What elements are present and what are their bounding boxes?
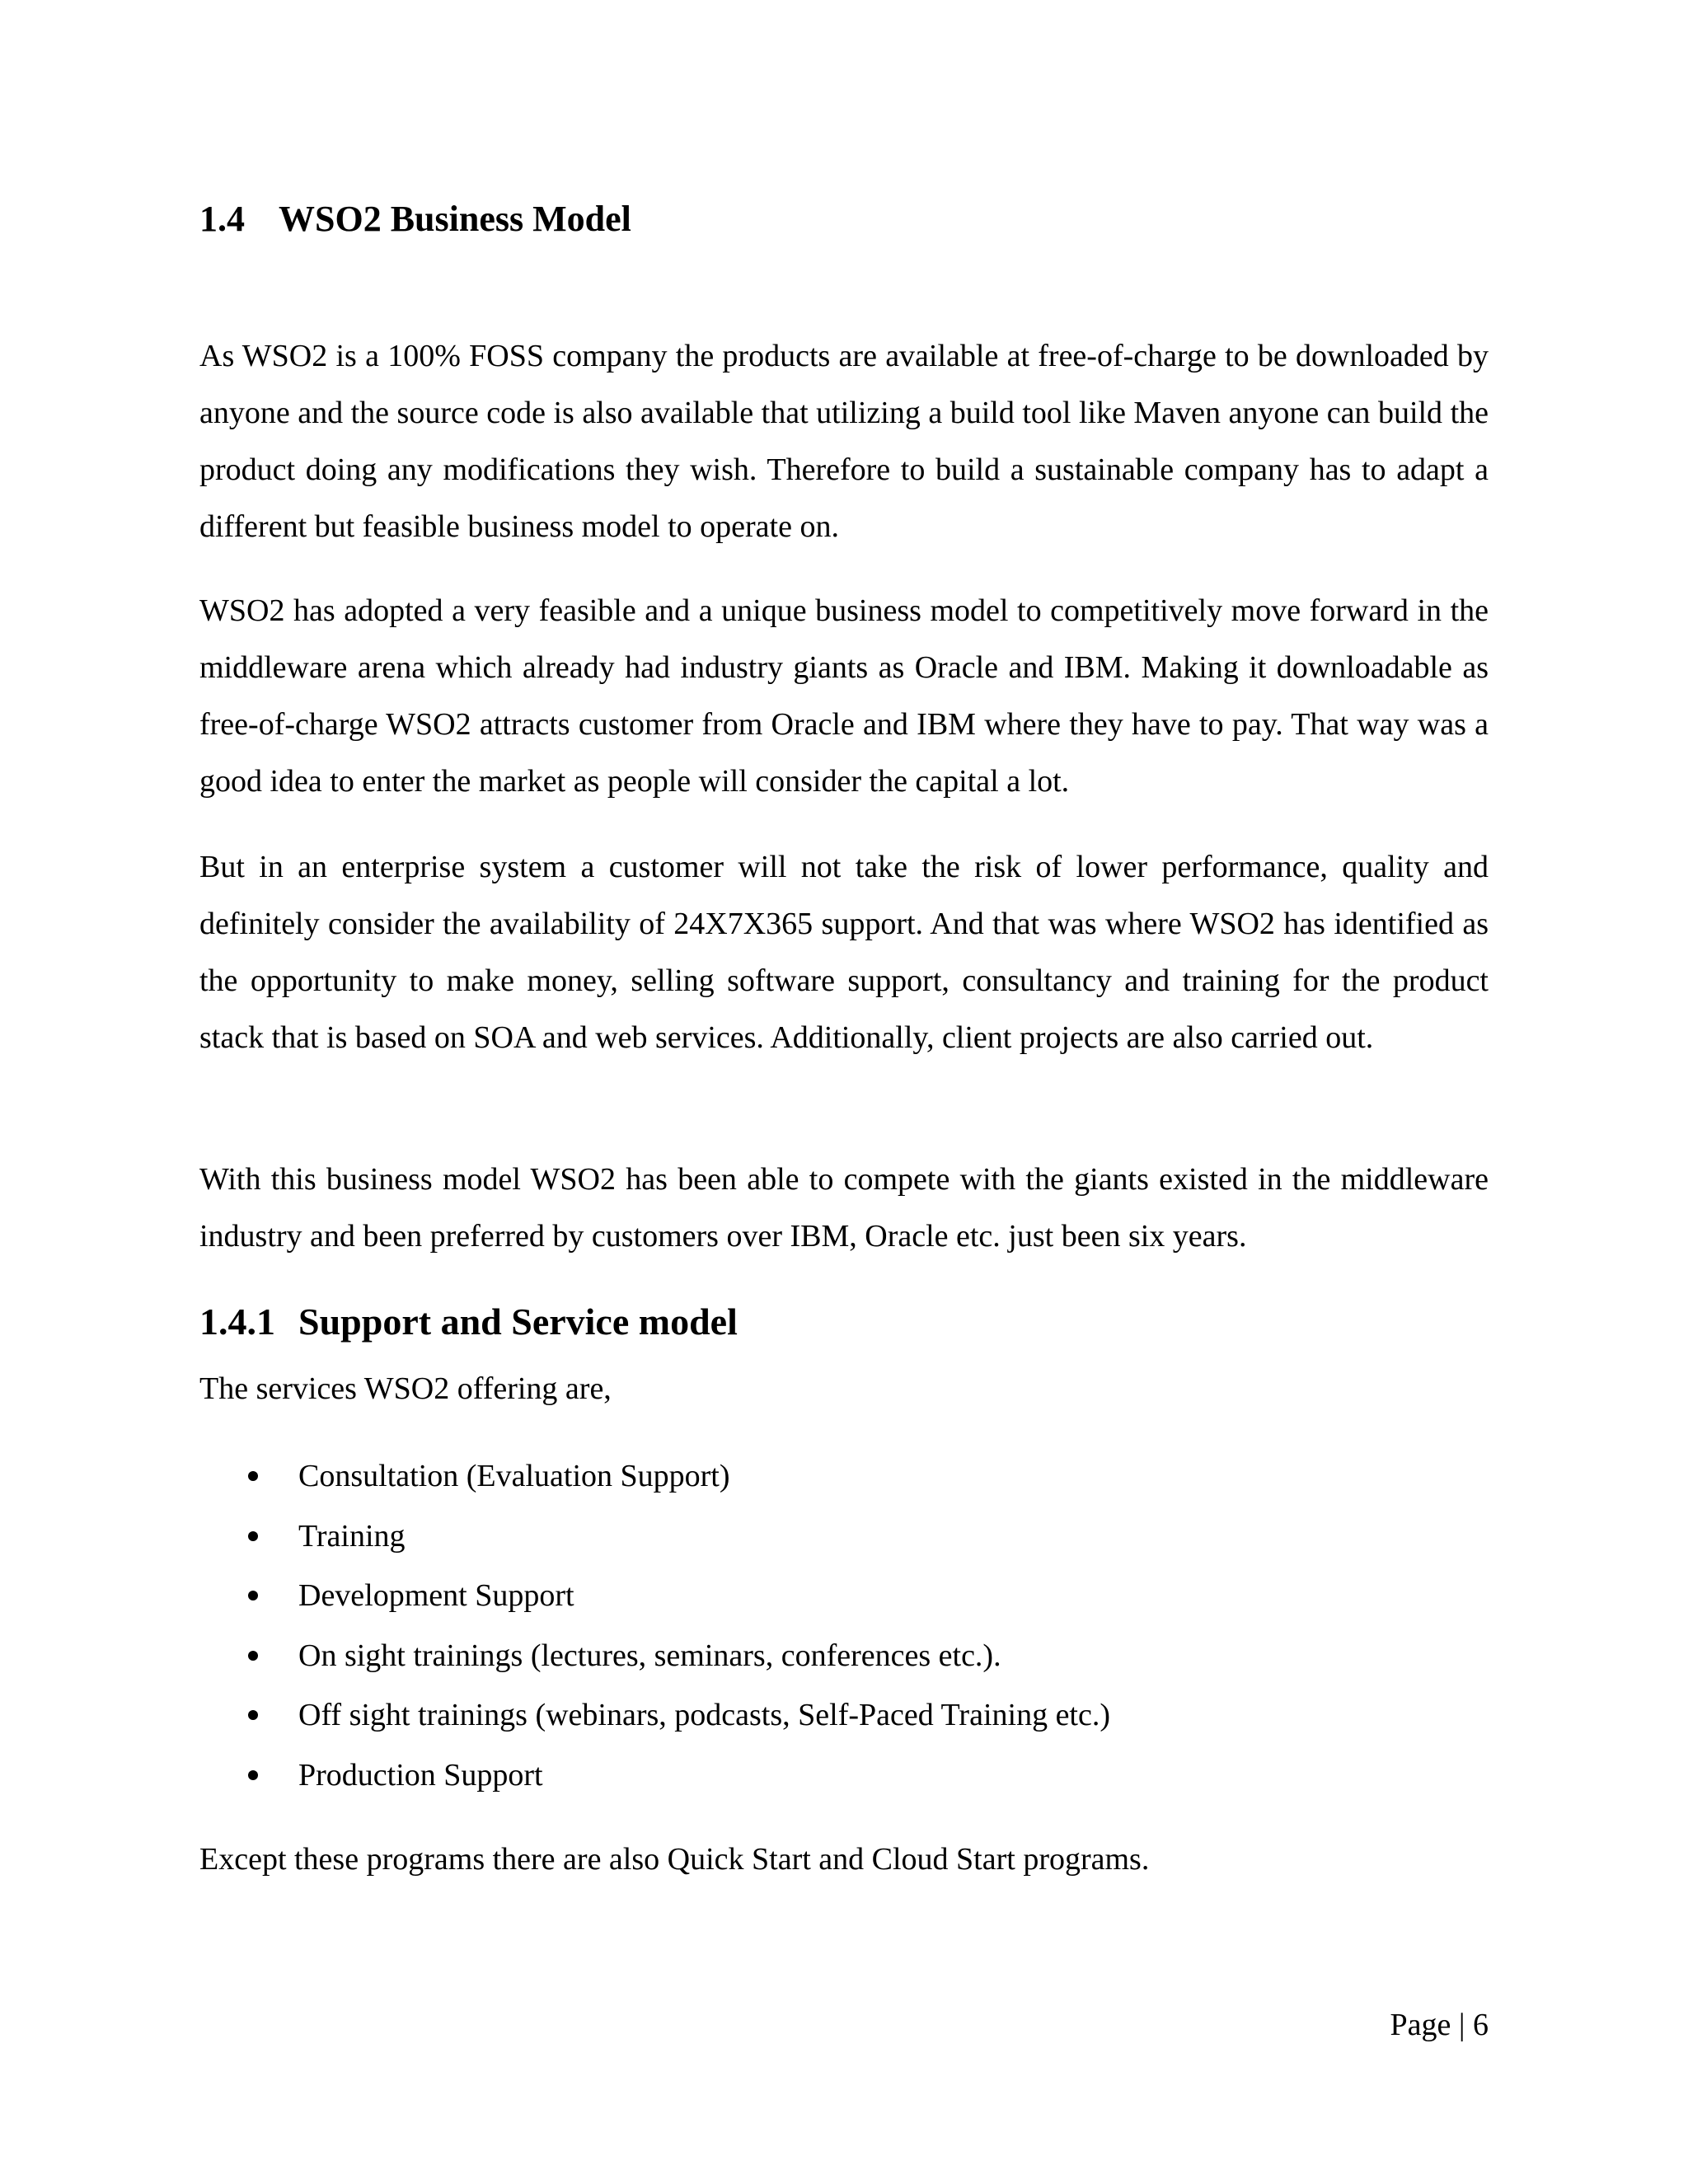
- list-item-text: On sight trainings (lectures, seminars, conferences etc.).: [298, 1638, 1001, 1673]
- list-item-text: Development Support: [298, 1578, 574, 1613]
- section-heading: [199, 194, 631, 244]
- section-title: WSO2 Business Model: [279, 199, 631, 239]
- subsection-number: 1.4.1: [199, 1301, 275, 1343]
- bullet-icon: [248, 1770, 258, 1780]
- paragraph-competition: With this business model WSO2 has been able to compete with the giants existed in the middleware industry and been preferred by customers over IBM, Oracle etc. just been six years.: [199, 1162, 1489, 1254]
- paragraph-business-model: WSO2 has adopted a very feasible and a unique business model to competitively move forward in the middleware arena which already had industry giants as Oracle and IBM. Making it downloadable as free-of-charge WSO2 attracts customer from Oracle and IBM where they have to pay. That way was a good idea to enter the market as people will consider the capital a lot.: [199, 593, 1489, 799]
- subsection-heading: [199, 1297, 738, 1347]
- list-item-text: Production Support: [298, 1757, 543, 1793]
- page-number: Page | 6: [1390, 2008, 1489, 2042]
- subsection-title: Support and Service model: [298, 1301, 738, 1343]
- list-item-text: Consultation (Evaluation Support): [298, 1459, 730, 1493]
- list-item-text: Off sight trainings (webinars, podcasts, Self-Paced Training etc.): [298, 1698, 1111, 1732]
- bullet-icon: [248, 1651, 258, 1661]
- bullet-icon: [248, 1531, 258, 1541]
- bullet-icon: [248, 1710, 258, 1720]
- services-intro: The services WSO2 offering are,: [199, 1371, 612, 1406]
- list-item-text: Training: [298, 1518, 406, 1554]
- closing-paragraph: Except these programs there are also Quick Start and Cloud Start programs.: [199, 1842, 1150, 1877]
- bullet-icon: [248, 1471, 258, 1481]
- paragraph-foss-intro: As WSO2 is a 100% FOSS company the products are available at free-of-charge to be downloaded by anyone and the source code is also available that utilizing a build tool like Maven anyone can build the product doing any modifications they wish. Therefore to build a sustainable company has to adapt a different but feasible business model to operate on.: [199, 339, 1489, 544]
- section-number: 1.4: [199, 199, 245, 239]
- bullet-icon: [248, 1591, 258, 1601]
- paragraph-support-opportunity: But in an enterprise system a customer will not take the risk of lower performance, quality and definitely consider the availability of 24X7X365 support. And that was where WSO2 has identified as the opportunity to make money, selling software support, consultancy and training for the product stack that is based on SOA and web services. Additionally, client projects are also carried out.: [199, 850, 1489, 1055]
